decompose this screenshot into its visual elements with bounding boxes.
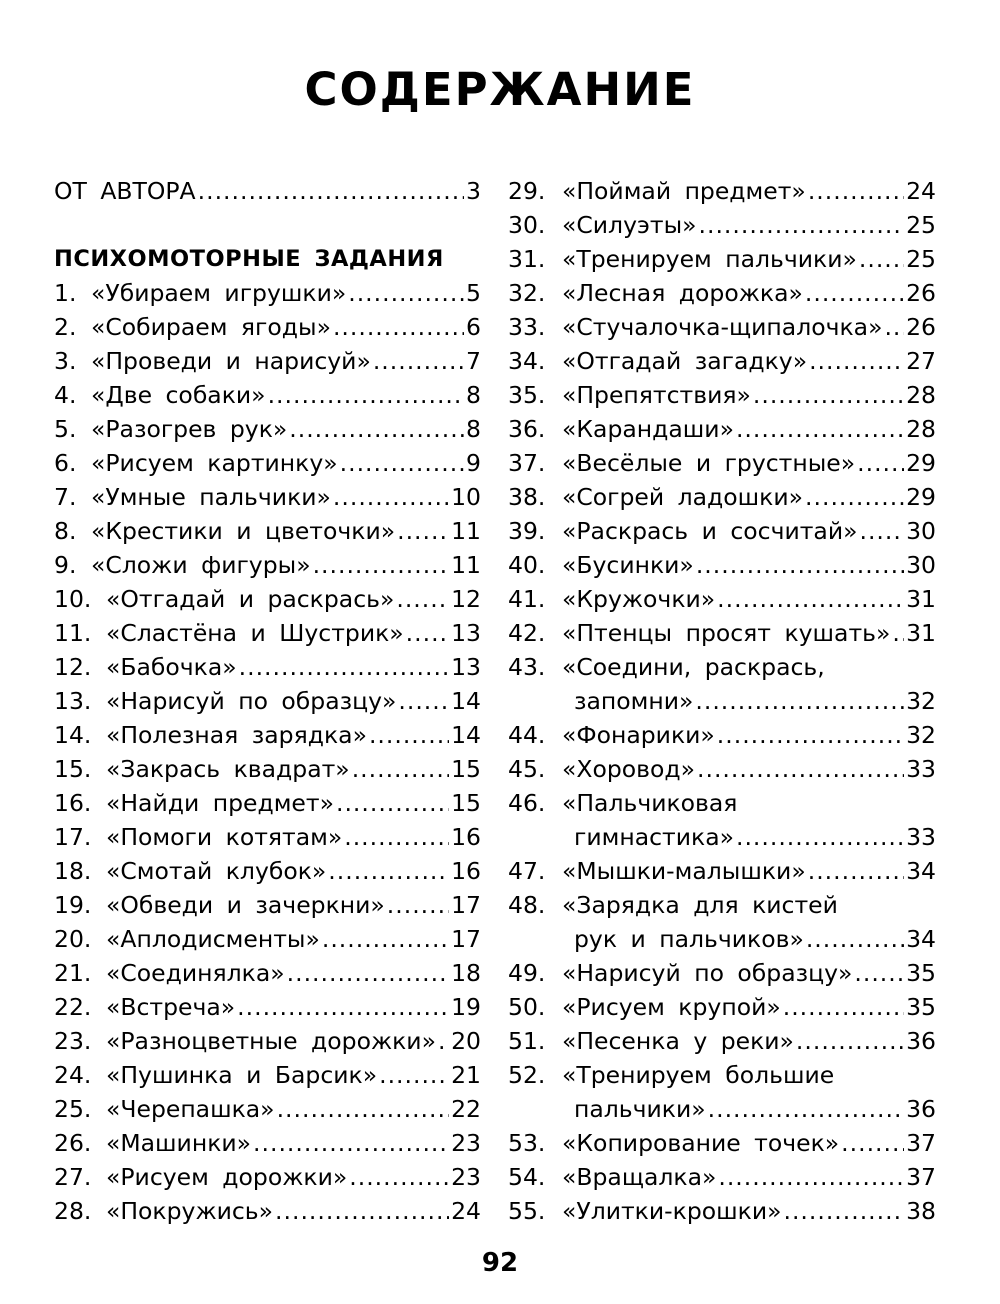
entry-page-number: 8	[466, 415, 481, 443]
entry-title: «Лесная дорожка»	[562, 279, 803, 307]
dot-leader	[697, 752, 904, 786]
dot-leader	[699, 208, 905, 242]
toc-column-right	[508, 174, 936, 1228]
toc-entry	[508, 888, 936, 922]
toc-entry-continuation	[508, 922, 936, 956]
entry-number: 39.	[508, 517, 546, 545]
entry-title: «Соедини, раскрась,	[562, 653, 825, 681]
entry-number: 28.	[54, 1197, 92, 1225]
toc-entry	[508, 718, 936, 752]
dot-leader	[340, 446, 464, 480]
entry-title: «Обведи и зачеркни»	[106, 891, 385, 919]
entry-number: 35.	[508, 381, 546, 409]
entry-page-number: 20	[451, 1027, 481, 1055]
entry-number: 3.	[54, 347, 77, 375]
entry-title: «Пальчиковая	[562, 789, 738, 817]
toc-entry	[54, 412, 481, 446]
dot-leader	[239, 650, 449, 684]
dot-leader	[198, 174, 464, 208]
toc-entry	[54, 1194, 481, 1228]
entry-page-number: 36	[906, 1027, 936, 1055]
entry-title: «Машинки»	[106, 1129, 252, 1157]
entry-number: 15.	[54, 755, 92, 783]
dot-leader	[369, 718, 449, 752]
toc-entry	[54, 650, 481, 684]
toc-entry	[508, 242, 936, 276]
entry-title: «Бусинки»	[562, 551, 694, 579]
dot-leader	[287, 956, 449, 990]
entry-title: «Согрей ладошки»	[562, 483, 804, 511]
entry-page-number: 22	[451, 1095, 481, 1123]
dot-leader	[313, 548, 450, 582]
entry-title: «Две собаки»	[91, 381, 266, 409]
entry-title: «Нарисуй по образцу»	[106, 687, 397, 715]
entry-title: «Зарядка для кистей	[562, 891, 838, 919]
dot-leader	[884, 310, 904, 344]
dot-leader	[808, 174, 904, 208]
entry-number: 27.	[54, 1163, 92, 1191]
toc-entry	[54, 1024, 481, 1058]
toc-entry	[54, 1160, 481, 1194]
entry-title: «Фонарики»	[562, 721, 715, 749]
entry-title-continued: гимнастика»	[574, 823, 734, 851]
entry-number: 23.	[54, 1027, 92, 1055]
entry-title: «Раскрась и сосчитай»	[562, 517, 858, 545]
toc-entry	[508, 208, 936, 242]
entry-page-number: 15	[451, 755, 481, 783]
entry-title: «Кружочки»	[562, 585, 716, 613]
entry-page-number: 21	[451, 1061, 481, 1089]
entry-page-number: 19	[451, 993, 481, 1021]
dot-leader	[753, 378, 904, 412]
toc-entry	[54, 1058, 481, 1092]
entry-title: «Отгадай и раскрась»	[106, 585, 395, 613]
entry-page-number: 12	[451, 585, 481, 613]
dot-leader	[783, 990, 904, 1024]
entry-number: 22.	[54, 993, 92, 1021]
entry-title: «Копирование точек»	[562, 1129, 840, 1157]
entry-title: «Рисуем крупой»	[562, 993, 781, 1021]
entry-page-number: 33	[906, 823, 936, 851]
entry-number: 49.	[508, 959, 546, 987]
toc-entry	[508, 786, 936, 820]
toc-entry	[54, 786, 481, 820]
entry-number: 32.	[508, 279, 546, 307]
toc-entry	[54, 1092, 481, 1126]
dot-leader	[289, 412, 464, 446]
dot-leader	[277, 1092, 450, 1126]
dot-leader	[253, 1126, 449, 1160]
toc-entry	[508, 752, 936, 786]
entry-page-number: 32	[906, 721, 936, 749]
entry-page-number: 11	[451, 517, 481, 545]
entry-number: 43.	[508, 653, 546, 681]
entry-page-number: 5	[466, 279, 481, 307]
toc-entry	[508, 174, 936, 208]
entry-page-number: 17	[451, 925, 481, 953]
toc-entry	[54, 310, 481, 344]
entry-title: «Черепашка»	[106, 1095, 275, 1123]
dot-leader	[857, 446, 904, 480]
dot-leader	[854, 956, 904, 990]
entry-number: 41.	[508, 585, 546, 613]
dot-leader	[859, 514, 904, 548]
entry-number: 37.	[508, 449, 546, 477]
toc-entry	[54, 378, 481, 412]
entry-number: 51.	[508, 1027, 546, 1055]
dot-leader	[805, 480, 904, 514]
toc-entry	[508, 854, 936, 888]
entry-page-number: 14	[451, 687, 481, 715]
entry-title: «Карандаши»	[562, 415, 734, 443]
dot-leader	[718, 1160, 904, 1194]
entry-number: 40.	[508, 551, 546, 579]
entry-page-number: 30	[906, 517, 936, 545]
dot-leader	[406, 616, 449, 650]
entry-title: «Тренируем пальчики»	[562, 245, 857, 273]
toc-entry	[508, 1160, 936, 1194]
entry-page-number: 26	[906, 279, 936, 307]
entry-title: «Помоги котятам»	[106, 823, 343, 851]
entry-number: 46.	[508, 789, 546, 817]
entry-number: 55.	[508, 1197, 546, 1225]
toc-entry	[54, 752, 481, 786]
toc-entry	[54, 514, 481, 548]
entry-page-number: 11	[451, 551, 481, 579]
entry-page-number: 33	[906, 755, 936, 783]
entry-number: 47.	[508, 857, 546, 885]
toc-entry	[508, 412, 936, 446]
dot-leader	[322, 922, 449, 956]
entry-number: 25.	[54, 1095, 92, 1123]
entry-page-number: 28	[906, 381, 936, 409]
entry-number: 12.	[54, 653, 92, 681]
entry-number: 24.	[54, 1061, 92, 1089]
entry-page-number: 17	[451, 891, 481, 919]
dot-leader	[736, 820, 904, 854]
entry-number: 11.	[54, 619, 92, 647]
entry-title: «Разноцветные дорожки»	[106, 1027, 436, 1055]
entry-title: «Отгадай загадку»	[562, 347, 808, 375]
toc-entry	[54, 344, 481, 378]
toc-entry-continuation	[508, 820, 936, 854]
entry-title: «Стучалочка-щипалочка»	[562, 313, 883, 341]
dot-leader	[373, 344, 464, 378]
entry-page-number: 24	[451, 1197, 481, 1225]
toc-entry	[508, 616, 936, 650]
dot-leader	[344, 820, 449, 854]
toc-entry	[54, 990, 481, 1024]
entry-page-number: 18	[451, 959, 481, 987]
entry-number: 17.	[54, 823, 92, 851]
entry-number: 10.	[54, 585, 92, 613]
dot-leader	[397, 514, 449, 548]
entry-page-number: 30	[906, 551, 936, 579]
toc-entry	[508, 990, 936, 1024]
entry-page-number: 3	[466, 177, 481, 205]
entry-number: 13.	[54, 687, 92, 715]
entry-title: «Рисуем картинку»	[91, 449, 338, 477]
toc-entry	[508, 480, 936, 514]
entry-title: «Соединялка»	[106, 959, 285, 987]
entry-page-number: 27	[906, 347, 936, 375]
toc-entry	[508, 582, 936, 616]
entry-number: 6.	[54, 449, 77, 477]
entry-title: «Хоровод»	[562, 755, 696, 783]
entry-title: «Закрась квадрат»	[106, 755, 350, 783]
entry-title: «Аплодисменты»	[106, 925, 320, 953]
entry-title: «Рисуем дорожки»	[106, 1163, 348, 1191]
entry-title: «Нарисуй по образцу»	[562, 959, 853, 987]
entry-number: 4.	[54, 381, 77, 409]
entry-page-number: 24	[906, 177, 936, 205]
entry-number: 18.	[54, 857, 92, 885]
entry-page-number: 31	[906, 619, 936, 647]
dot-leader	[808, 854, 904, 888]
entry-number: 2.	[54, 313, 77, 341]
dot-leader	[275, 1194, 449, 1228]
entry-title: «Убираем игрушки»	[91, 279, 347, 307]
dot-leader	[859, 242, 904, 276]
entry-title: «Весёлые и грустные»	[562, 449, 856, 477]
entry-page-number: 26	[906, 313, 936, 341]
toc-entry	[508, 378, 936, 412]
entry-number: 5.	[54, 415, 77, 443]
entry-number: 54.	[508, 1163, 546, 1191]
toc-entry	[54, 854, 481, 888]
toc-entry	[508, 956, 936, 990]
entry-page-number: 14	[451, 721, 481, 749]
entry-page-number: 35	[906, 959, 936, 987]
entry-title: «Силуэты»	[562, 211, 697, 239]
entry-page-number: 34	[906, 857, 936, 885]
entry-page-number: 7	[466, 347, 481, 375]
dot-leader	[717, 582, 904, 616]
toc-entry	[54, 548, 481, 582]
entry-number: 7.	[54, 483, 77, 511]
toc-entry	[54, 888, 481, 922]
toc-entry-continuation	[508, 684, 936, 718]
toc-entry	[508, 650, 936, 684]
toc-entry	[508, 446, 936, 480]
entry-page-number: 13	[451, 619, 481, 647]
entry-title: «Встреча»	[106, 993, 236, 1021]
toc-entry	[54, 1126, 481, 1160]
entry-number: 29.	[508, 177, 546, 205]
entry-page-number: 25	[906, 211, 936, 239]
dot-leader	[237, 990, 449, 1024]
entry-page-number: 23	[451, 1129, 481, 1157]
entry-page-number: 34	[906, 925, 936, 953]
entry-number: 42.	[508, 619, 546, 647]
entry-title: «Улитки-крошки»	[562, 1197, 782, 1225]
entry-title: «Полезная зарядка»	[106, 721, 367, 749]
entry-number: 20.	[54, 925, 92, 953]
entry-title: «Разогрев рук»	[91, 415, 288, 443]
dot-leader	[717, 718, 904, 752]
dot-leader	[708, 1092, 904, 1126]
entry-page-number: 37	[906, 1163, 936, 1191]
entry-number: 1.	[54, 279, 77, 307]
dot-leader	[396, 582, 449, 616]
entry-title: «Птенцы просят кушать»	[562, 619, 891, 647]
page-title: СОДЕРЖАНИЕ	[304, 63, 696, 116]
dot-leader	[379, 1058, 449, 1092]
toc-entry	[508, 310, 936, 344]
entry-page-number: 16	[451, 823, 481, 851]
entry-number: 38.	[508, 483, 546, 511]
dot-leader	[438, 1024, 449, 1058]
dot-leader	[695, 684, 904, 718]
entry-number: 44.	[508, 721, 546, 749]
dot-leader	[268, 378, 464, 412]
entry-title: «Поймай предмет»	[562, 177, 806, 205]
entry-page-number: 8	[466, 381, 481, 409]
entry-number: 45.	[508, 755, 546, 783]
entry-page-number: 38	[906, 1197, 936, 1225]
toc-entry	[54, 956, 481, 990]
entry-title-continued: рук и пальчиков»	[574, 925, 804, 953]
dot-leader	[805, 276, 904, 310]
entry-title: «Тренируем большие	[562, 1061, 835, 1089]
dot-leader	[809, 344, 904, 378]
dot-leader	[387, 888, 449, 922]
toc-entry	[54, 684, 481, 718]
entry-page-number: 31	[906, 585, 936, 613]
entry-title: «Мышки-малышки»	[562, 857, 806, 885]
entry-number: 26.	[54, 1129, 92, 1157]
entry-number: 53.	[508, 1129, 546, 1157]
entry-title: «Вращалка»	[562, 1163, 717, 1191]
entry-page-number: 32	[906, 687, 936, 715]
entry-number: 8.	[54, 517, 77, 545]
entry-title-continued: запомни»	[574, 687, 694, 715]
entry-page-number: 29	[906, 449, 936, 477]
toc-entry	[508, 1058, 936, 1092]
entry-page-number: 25	[906, 245, 936, 273]
entry-title-continued: пальчики»	[574, 1095, 706, 1123]
dot-leader	[736, 412, 904, 446]
toc-entry	[508, 1024, 936, 1058]
entry-number: 19.	[54, 891, 92, 919]
entry-number: 34.	[508, 347, 546, 375]
entry-number: 30.	[508, 211, 546, 239]
entry-title: «Собираем ягоды»	[91, 313, 331, 341]
entry-title: «Найди предмет»	[106, 789, 334, 817]
entry-title: «Песенка у реки»	[562, 1027, 794, 1055]
entry-title: «Покружись»	[106, 1197, 274, 1225]
toc-entry	[54, 922, 481, 956]
toc-entry	[54, 582, 481, 616]
toc-entry	[54, 174, 481, 208]
entry-title: «Сложи фигуры»	[91, 551, 311, 579]
dot-leader	[333, 310, 464, 344]
entry-title: «Смотай клубок»	[106, 857, 327, 885]
dot-leader	[398, 684, 449, 718]
entry-title: ОТ АВТОРА	[54, 177, 196, 205]
toc-entry	[54, 820, 481, 854]
section-spacer	[54, 208, 481, 242]
entry-page-number: 15	[451, 789, 481, 817]
entry-page-number: 35	[906, 993, 936, 1021]
toc-entry	[508, 1194, 936, 1228]
dot-leader	[696, 548, 904, 582]
entry-number: 14.	[54, 721, 92, 749]
dot-leader	[348, 276, 464, 310]
toc-entry	[54, 480, 481, 514]
entry-page-number: 23	[451, 1163, 481, 1191]
entry-title: «Бабочка»	[106, 653, 237, 681]
toc-entry	[54, 276, 481, 310]
entry-page-number: 28	[906, 415, 936, 443]
entry-title: «Проведи и нарисуй»	[91, 347, 371, 375]
toc-entry	[508, 548, 936, 582]
entry-page-number: 36	[906, 1095, 936, 1123]
entry-number: 33.	[508, 313, 546, 341]
dot-leader	[333, 480, 449, 514]
entry-title: «Крестики и цветочки»	[91, 517, 396, 545]
entry-page-number: 13	[451, 653, 481, 681]
toc-entry	[54, 616, 481, 650]
dot-leader	[352, 752, 449, 786]
entry-page-number: 9	[466, 449, 481, 477]
entry-page-number: 37	[906, 1129, 936, 1157]
entry-title: «Сластёна и Шустрик»	[106, 619, 404, 647]
page-number: 92	[481, 1248, 519, 1278]
dot-leader	[892, 616, 904, 650]
toc-entry	[508, 1126, 936, 1160]
dot-leader	[806, 922, 904, 956]
toc-entry	[508, 344, 936, 378]
toc-entry	[54, 718, 481, 752]
entry-title: «Препятствия»	[562, 381, 751, 409]
entry-page-number: 16	[451, 857, 481, 885]
dot-leader	[796, 1024, 904, 1058]
entry-title: «Умные пальчики»	[91, 483, 331, 511]
entry-number: 50.	[508, 993, 546, 1021]
dot-leader	[336, 786, 449, 820]
section-heading: ПСИХОМОТОРНЫЕ ЗАДАНИЯ	[54, 246, 444, 272]
entry-page-number: 29	[906, 483, 936, 511]
entry-title: «Пушинка и Барсик»	[106, 1061, 378, 1089]
entry-number: 52.	[508, 1061, 546, 1089]
dot-leader	[841, 1126, 904, 1160]
toc-entry	[508, 514, 936, 548]
entry-number: 9.	[54, 551, 77, 579]
dot-leader	[349, 1160, 449, 1194]
entry-page-number: 10	[451, 483, 481, 511]
toc-column-left	[54, 174, 481, 1228]
toc-entry	[508, 276, 936, 310]
entry-number: 48.	[508, 891, 546, 919]
entry-number: 16.	[54, 789, 92, 817]
dot-leader	[328, 854, 449, 888]
toc-entry-continuation	[508, 1092, 936, 1126]
dot-leader	[783, 1194, 904, 1228]
entry-number: 31.	[508, 245, 546, 273]
entry-page-number: 6	[466, 313, 481, 341]
entry-number: 36.	[508, 415, 546, 443]
entry-number: 21.	[54, 959, 92, 987]
toc-entry	[54, 446, 481, 480]
